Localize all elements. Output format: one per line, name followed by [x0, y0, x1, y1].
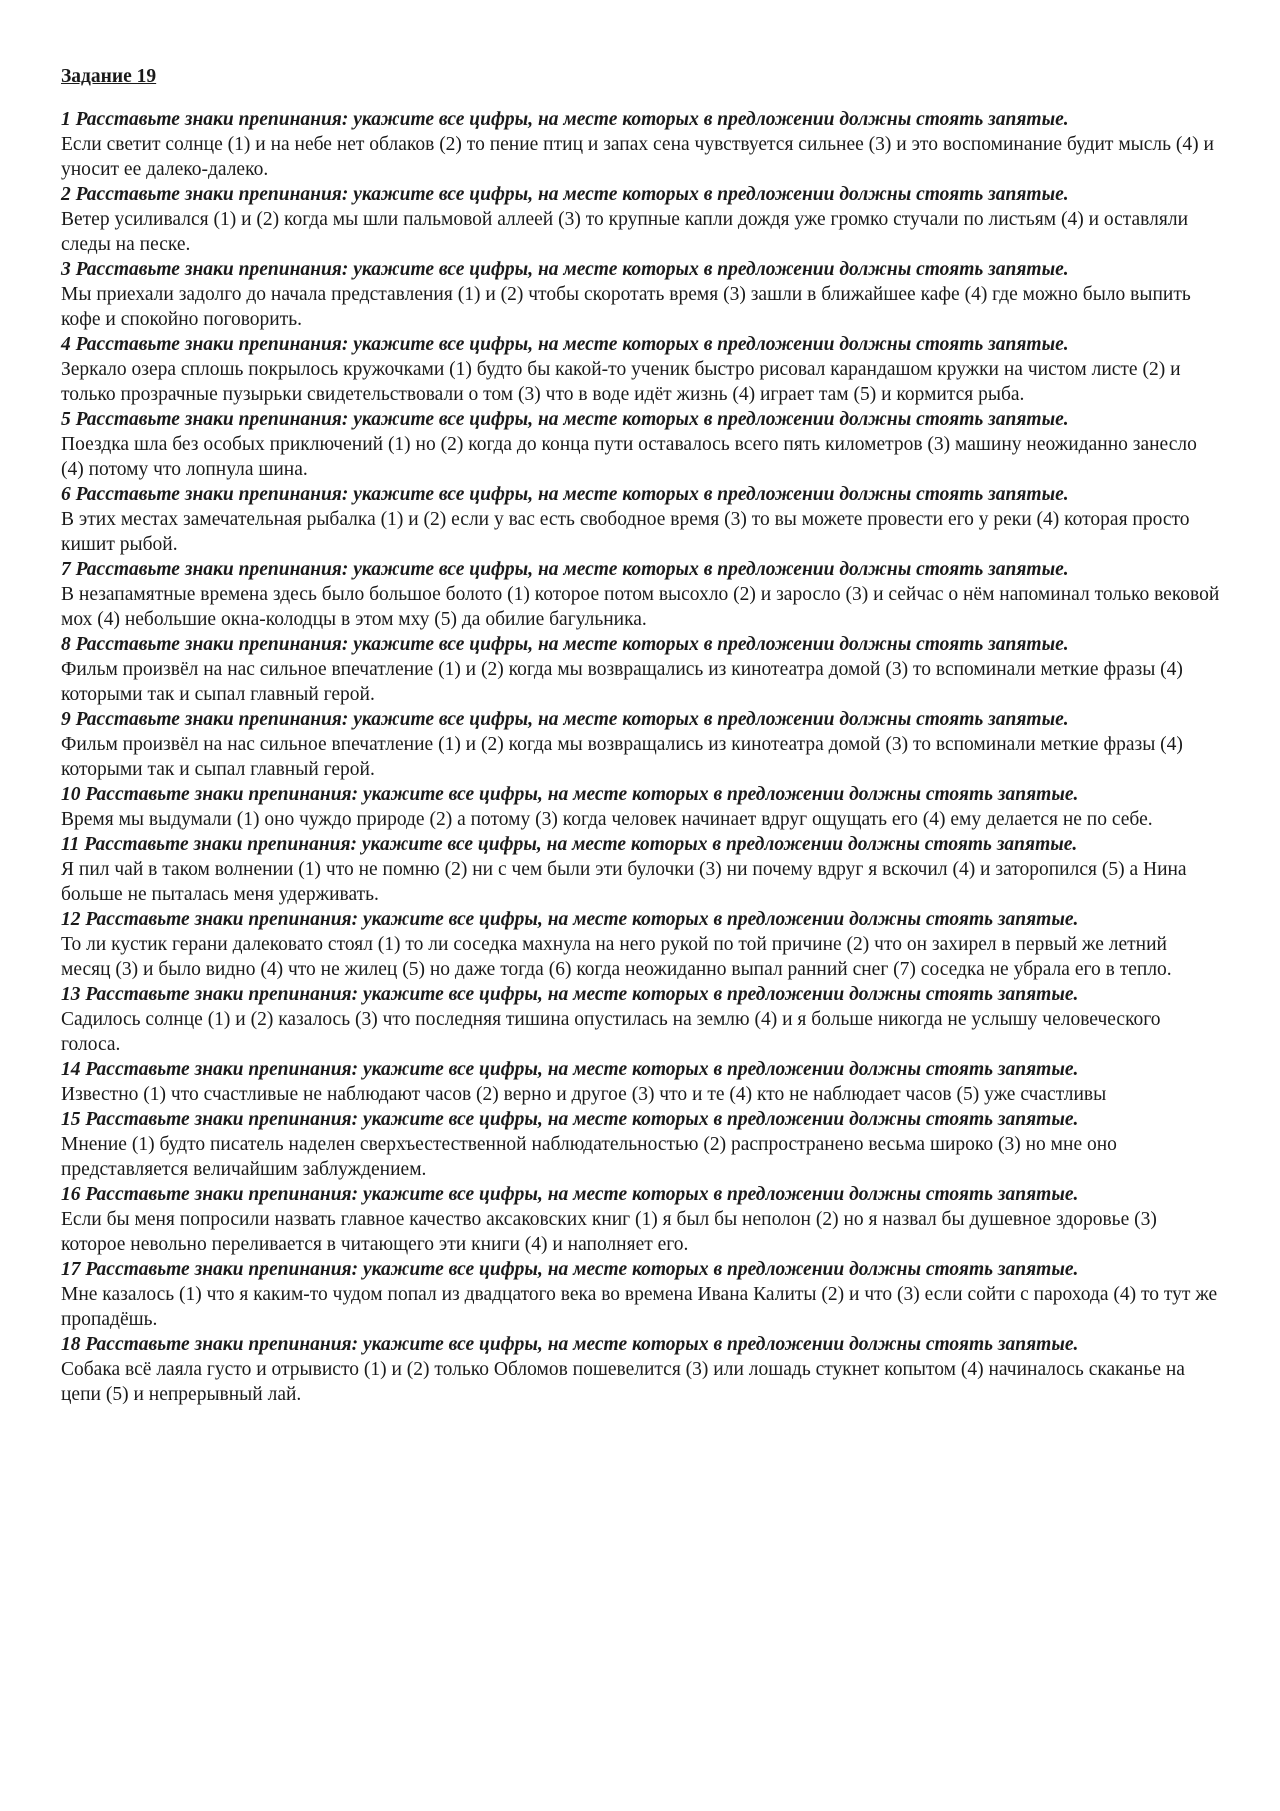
task-prompt: 5 Расставьте знаки препинания: укажите все цифры, на месте которых в предложении должны стоять запятые. [61, 409, 1069, 430]
page-title: Задание 19 [61, 66, 157, 87]
task-text: Известно (1) что счастливые не наблюдают часов (2) верно и другое (3) что и те (4) кто не наблюдает часов (5) уже счастливы [61, 1084, 1107, 1105]
task-prompt: 8 Расставьте знаки препинания: укажите все цифры, на месте которых в предложении должны стоять запятые. [61, 634, 1069, 655]
task-prompt: 16 Расставьте знаки препинания: укажите все цифры, на месте которых в предложении должны стоять запятые. [61, 1184, 1079, 1205]
task-14 [61, 1057, 1221, 1107]
task-text: В этих местах замечательная рыбалка (1) и (2) если у вас есть свободное время (3) то вы можете провести его у реки (4) которая просто кишит рыбой. [61, 509, 1190, 555]
task-prompt: 4 Расставьте знаки препинания: укажите все цифры, на месте которых в предложении должны стоять запятые. [61, 334, 1069, 355]
task-prompt: 12 Расставьте знаки препинания: укажите все цифры, на месте которых в предложении должны стоять запятые. [61, 909, 1079, 930]
task-prompt: 7 Расставьте знаки препинания: укажите все цифры, на месте которых в предложении должны стоять запятые. [61, 559, 1069, 580]
task-text: То ли кустик герани далековато стоял (1) то ли соседка махнула на него рукой по той причине (2) что он захирел в первый же летний месяц (3) и было видно (4) что не жилец (5) но даже тогда (6) когда неожиданно выпал ранний снег (7) соседка не убрала его в тепло. [61, 934, 1172, 980]
task-2 [61, 182, 1221, 257]
task-text: Собака всё лаяла густо и отрывисто (1) и (2) только Обломов пошевелится (3) или лошадь стукнет копытом (4) начиналось скаканье на цепи (5) и непрерывный лай. [61, 1359, 1185, 1405]
task-prompt: 1 Расставьте знаки препинания: укажите все цифры, на месте которых в предложении должны стоять запятые. [61, 109, 1069, 130]
task-10 [61, 782, 1221, 832]
task-text: Мы приехали задолго до начала представления (1) и (2) чтобы скоротать время (3) зашли в ближайшее кафе (4) где можно было выпить кофе и спокойно поговорить. [61, 284, 1191, 330]
task-13 [61, 982, 1221, 1057]
task-prompt: 2 Расставьте знаки препинания: укажите все цифры, на месте которых в предложении должны стоять запятые. [61, 184, 1069, 205]
task-text: Садилось солнце (1) и (2) казалось (3) что последняя тишина опустилась на землю (4) и я больше никогда не услышу человеческого голоса. [61, 1009, 1161, 1055]
task-text: Поездка шла без особых приключений (1) но (2) когда до конца пути оставалось всего пять километров (3) машину неожиданно занесло (4) потому что лопнула шина. [61, 434, 1197, 480]
task-7 [61, 557, 1221, 632]
task-6 [61, 482, 1221, 557]
task-text: В незапамятные времена здесь было большое болото (1) которое потом высохло (2) и заросло (3) и сейчас о нём напоминал только вековой мох (4) небольшие окна-колодцы в этом мху (5) да обилие багульника. [61, 584, 1220, 630]
task-text: Мнение (1) будто писатель наделен сверхъестественной наблюдательностью (2) распространено весьма широко (3) но мне оно представляется величайшим заблуждением. [61, 1134, 1117, 1180]
task-text: Я пил чай в таком волнении (1) что не помню (2) ни с чем были эти булочки (3) ни почему вдруг я вскочил (4) и заторопился (5) а Нина больше не пыталась меня удерживать. [61, 859, 1187, 905]
task-text: Ветер усиливался (1) и (2) когда мы шли пальмовой аллеей (3) то крупные капли дождя уже громко стучали по листьям (4) и оставляли следы на песке. [61, 209, 1189, 255]
task-5 [61, 407, 1221, 482]
task-text: Зеркало озера сплошь покрылось кружочками (1) будто бы какой-то ученик быстро рисовал карандашом кружки на чистом листе (2) и только прозрачные пузырьки свидетельствовали о том (3) что в воде идёт жизнь (4) играет там (5) и кормится рыба. [61, 359, 1181, 405]
task-prompt: 14 Расставьте знаки препинания: укажите все цифры, на месте которых в предложении должны стоять запятые. [61, 1059, 1079, 1080]
task-prompt: 6 Расставьте знаки препинания: укажите все цифры, на месте которых в предложении должны стоять запятые. [61, 484, 1069, 505]
task-11 [61, 832, 1221, 907]
task-12 [61, 907, 1221, 982]
task-prompt: 13 Расставьте знаки препинания: укажите все цифры, на месте которых в предложении должны стоять запятые. [61, 984, 1079, 1005]
task-prompt: 15 Расставьте знаки препинания: укажите все цифры, на месте которых в предложении должны стоять запятые. [61, 1109, 1079, 1130]
task-16 [61, 1182, 1221, 1257]
document-page [61, 64, 1221, 1407]
task-3 [61, 257, 1221, 332]
task-text: Мне казалось (1) что я каким-то чудом попал из двадцатого века во времена Ивана Калиты (2) и что (3) если сойти с парохода (4) то тут же пропадёшь. [61, 1284, 1218, 1330]
task-8 [61, 632, 1221, 707]
task-4 [61, 332, 1221, 407]
task-1 [61, 107, 1221, 182]
task-prompt: 10 Расставьте знаки препинания: укажите все цифры, на месте которых в предложении должны стоять запятые. [61, 784, 1079, 805]
task-prompt: 18 Расставьте знаки препинания: укажите все цифры, на месте которых в предложении должны стоять запятые. [61, 1334, 1079, 1355]
task-text: Время мы выдумали (1) оно чуждо природе (2) а потому (3) когда человек начинает вдруг ощущать его (4) ему делается не по себе. [61, 809, 1153, 830]
task-18 [61, 1332, 1221, 1407]
task-prompt: 3 Расставьте знаки препинания: укажите все цифры, на месте которых в предложении должны стоять запятые. [61, 259, 1069, 280]
task-15 [61, 1107, 1221, 1182]
task-prompt: 9 Расставьте знаки препинания: укажите все цифры, на месте которых в предложении должны стоять запятые. [61, 709, 1069, 730]
task-prompt: 17 Расставьте знаки препинания: укажите все цифры, на месте которых в предложении должны стоять запятые. [61, 1259, 1079, 1280]
task-9 [61, 707, 1221, 782]
task-17 [61, 1257, 1221, 1332]
task-text: Если бы меня попросили назвать главное качество аксаковских книг (1) я был бы неполон (2) но я назвал бы душевное здоровье (3) которое невольно переливается в читающего эти книги (4) и наполняет его. [61, 1209, 1157, 1255]
task-text: Если светит солнце (1) и на небе нет облаков (2) то пение птиц и запах сена чувствуется сильнее (3) и это воспоминание будит мысль (4) и уносит ее далеко-далеко. [61, 134, 1214, 180]
task-text: Фильм произвёл на нас сильное впечатление (1) и (2) когда мы возвращались из кинотеатра домой (3) то вспоминали меткие фразы (4) которыми так и сыпал главный герой. [61, 659, 1183, 705]
task-text: Фильм произвёл на нас сильное впечатление (1) и (2) когда мы возвращались из кинотеатра домой (3) то вспоминали меткие фразы (4) которыми так и сыпал главный герой. [61, 734, 1183, 780]
task-prompt: 11 Расставьте знаки препинания: укажите все цифры, на месте которых в предложении должны стоять запятые. [61, 834, 1078, 855]
